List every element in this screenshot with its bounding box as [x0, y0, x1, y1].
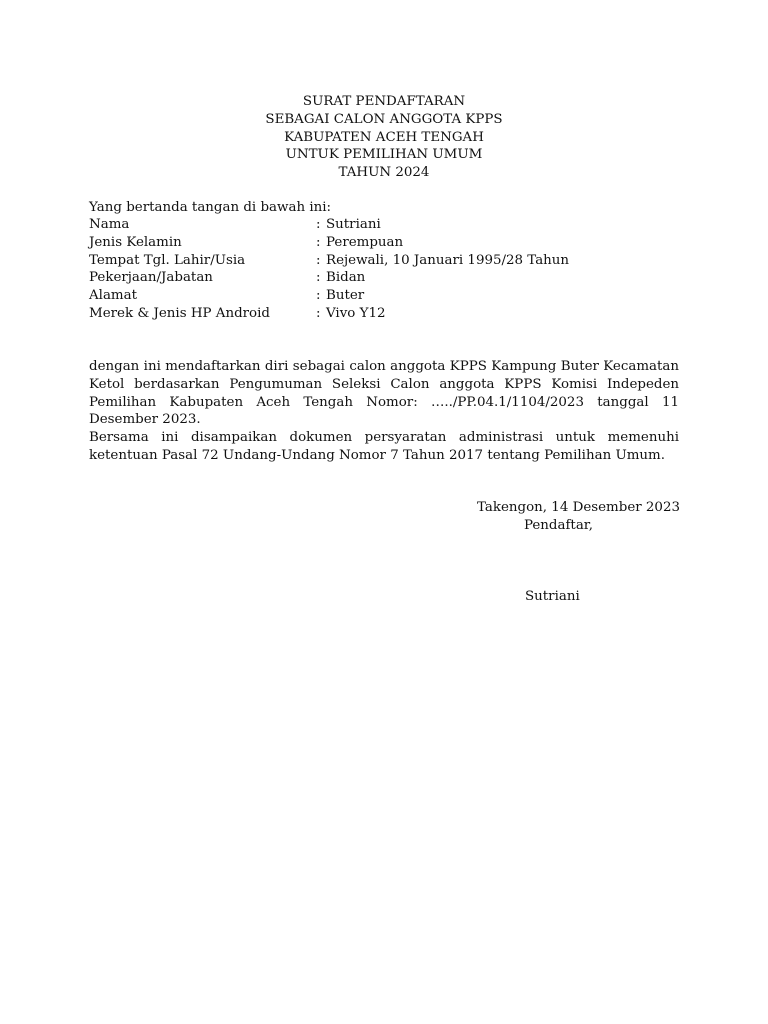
field-label: Tempat Tgl. Lahir/Usia — [89, 252, 246, 268]
title-line: UNTUK PEMILIHAN UMUM — [285, 147, 483, 163]
field-row-alamat — [89, 287, 689, 305]
field-value: Rejewali, 10 Januari 1995/28 Tahun — [326, 252, 570, 268]
field-value: Bidan — [326, 270, 366, 286]
body-text — [89, 358, 679, 465]
body-paragraph: Bersama ini disampaikan dokumen persyaratan administrasi untuk memenuhi ketentuan Pasal 72 Undang-Undang Nomor 7 Tahun 2017 tentang Pemilihan Umum. — [89, 430, 679, 463]
field-row-nama — [89, 216, 689, 234]
field-value: Vivo Y12 — [326, 305, 386, 321]
identity-fields — [89, 216, 689, 323]
field-row-jenis-kelamin — [89, 234, 689, 252]
title-line: KABUPATEN ACEH TENGAH — [284, 129, 484, 145]
signature-role: Pendaftar, — [523, 517, 593, 533]
field-colon: : — [316, 288, 321, 304]
field-colon: : — [316, 234, 321, 250]
field-label: Pekerjaan/Jabatan — [89, 270, 213, 286]
signature-block — [440, 499, 680, 535]
field-value: Buter — [326, 288, 365, 304]
field-row-hp-android — [89, 305, 689, 323]
field-colon: : — [316, 270, 321, 286]
field-label: Merek & Jenis HP Android — [89, 305, 270, 321]
field-label: Nama — [89, 217, 130, 232]
document-title — [0, 93, 768, 182]
field-label: Alamat — [89, 288, 137, 304]
field-colon: : — [316, 217, 321, 232]
signer-name: Sutriani — [525, 589, 580, 604]
field-value: Perempuan — [326, 234, 404, 250]
intro-text: Yang bertanda tangan di bawah ini: — [89, 200, 332, 215]
signature-place-date: Takengon, 14 Desember 2023 — [477, 500, 680, 515]
field-colon: : — [316, 305, 321, 321]
title-line: SURAT PENDAFTARAN — [302, 94, 466, 109]
field-row-pekerjaan — [89, 269, 689, 287]
field-label: Jenis Kelamin — [89, 234, 182, 250]
title-line: SEBAGAI CALON ANGGOTA KPPS — [265, 111, 503, 127]
field-value: Sutriani — [326, 217, 381, 232]
body-paragraph: dengan ini mendaftarkan diri sebagai calon anggota KPPS Kampung Buter Kecamatan Ketol berdasarkan Pengumuman Seleksi Calon anggota KPPS Komisi Indepeden Pemilihan Kabupaten Aceh Tengah Nomor: …../PP.04.1/1104/2023 tanggal 11 Desember 2023. — [89, 359, 679, 428]
field-row-tempat-tgl-lahir — [89, 252, 689, 270]
field-colon: : — [316, 252, 321, 268]
title-line: TAHUN 2024 — [338, 165, 430, 181]
